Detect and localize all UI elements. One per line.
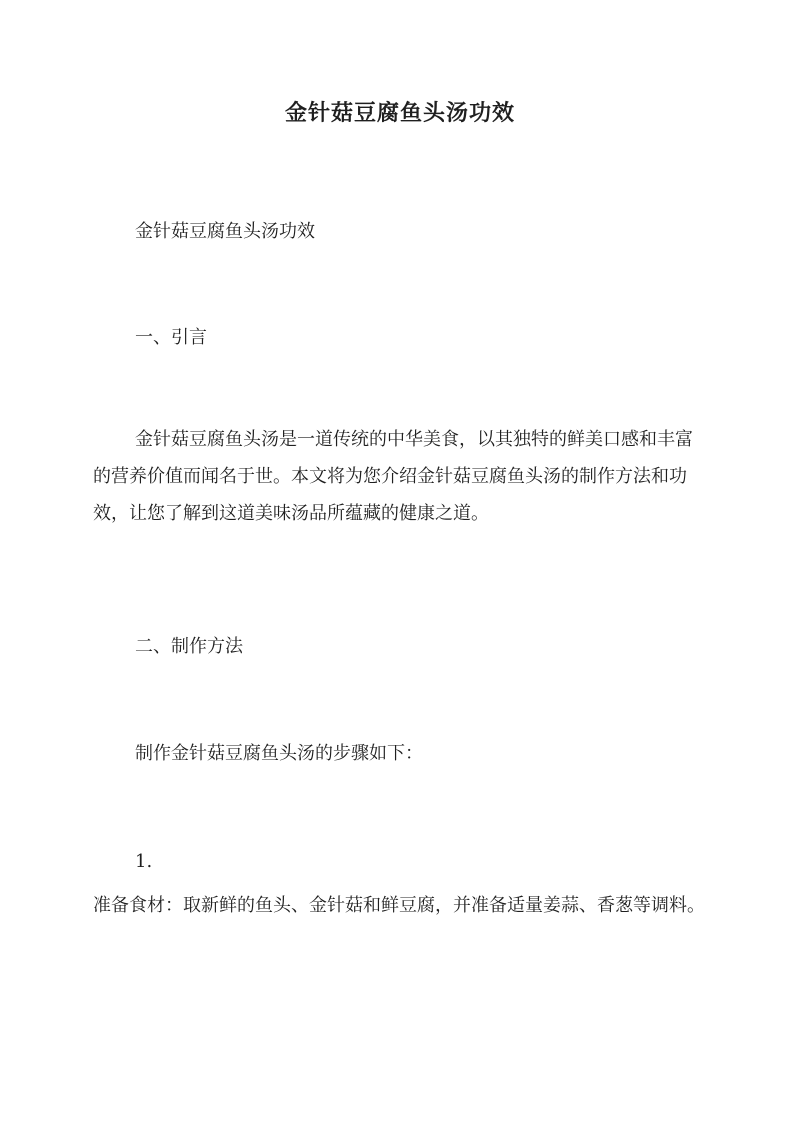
document-title: 金针菇豆腐鱼头汤功效 [284, 100, 515, 126]
intro-paragraph: 金针菇豆腐鱼头汤是一道传统的中华美食，以其独特的鲜美口感和丰富的营养价值而闻名于世。本文将为您介绍金针菇豆腐鱼头汤的制作方法和功效，让您了解到这道美味汤品所蕴藏的健康之道。 [93, 429, 693, 524]
step-number: 1. [135, 851, 153, 872]
section-heading-method: 二、制作方法 [135, 636, 243, 657]
section-heading-introduction: 一、引言 [135, 327, 207, 348]
subtitle-paragraph: 金针菇豆腐鱼头汤功效 [135, 221, 315, 242]
steps-intro-paragraph: 制作金针菇豆腐鱼头汤的步骤如下： [135, 743, 423, 764]
step-text: 准备食材：取新鲜的鱼头、金针菇和鲜豆腐，并准备适量姜蒜、香葱等调料。 [93, 895, 705, 916]
